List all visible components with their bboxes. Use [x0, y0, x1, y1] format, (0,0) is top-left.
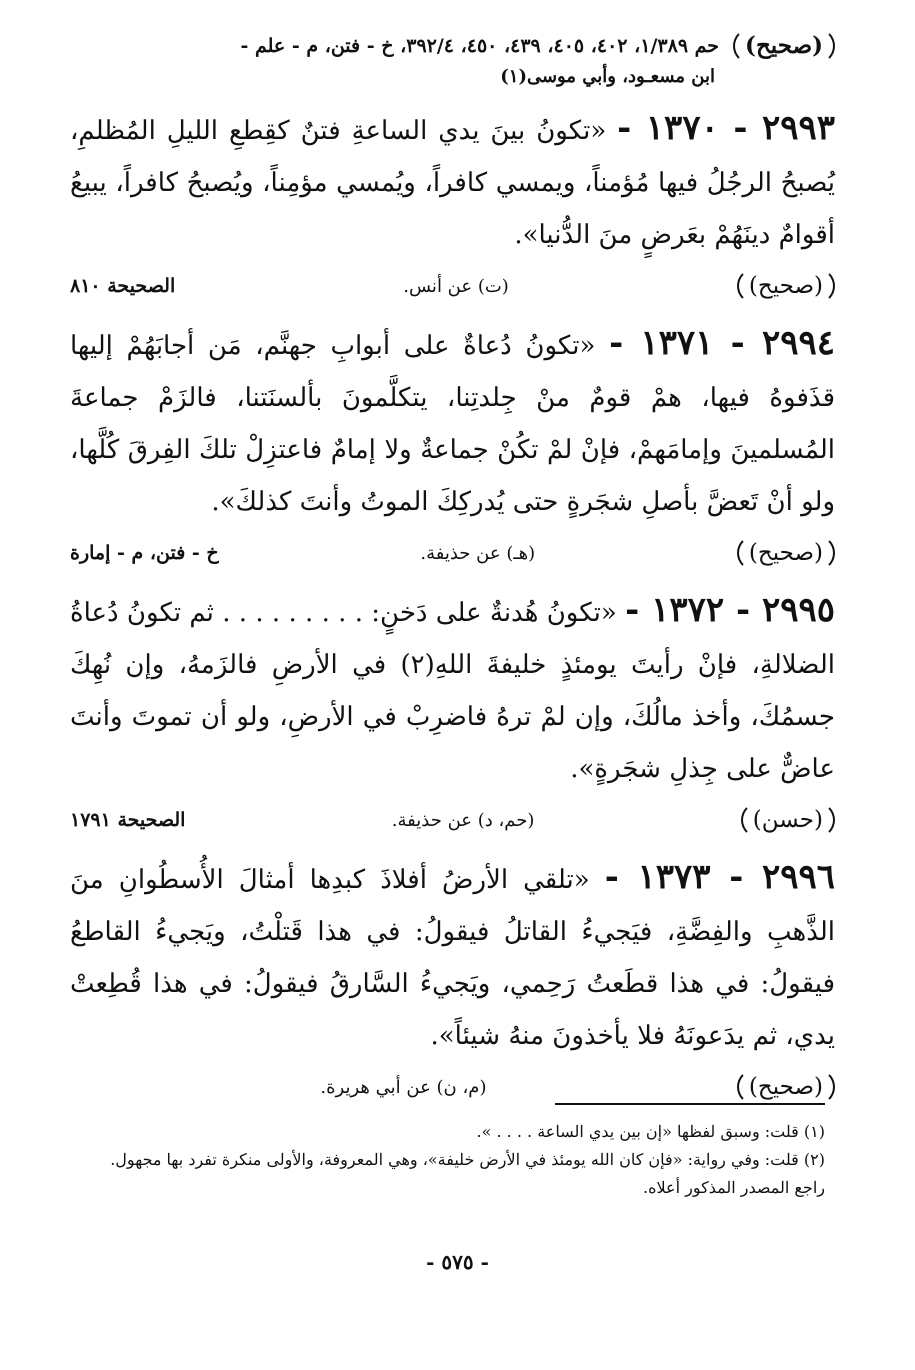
- narrator-attribution: (ت) عن أنس.: [403, 275, 509, 297]
- header-source-row: [70, 28, 835, 64]
- narrator-attribution: (حم، د) عن حذيفة.: [391, 809, 535, 831]
- grade-badge: ( صحيح ): [733, 28, 835, 64]
- hadith-text: «تكونُ هُدنةٌ على دَخنٍ: . . . . . . . . . ثم تكونُ دُعاةُ الضلالةِ، فإنْ رأيتَ يومئذٍ خليفةَ اللهِ(٢) في الأرضِ فالزَمهُ، وإن نُهِكَ جسمُكَ، وأخذ مالُكَ، وإن لمْ ترهُ فاضرِبْ في الأرضِ، ولو أن تموتَ وأنتَ عاضٌّ على جِذلِ شجَرةٍ».: [70, 598, 835, 784]
- hadith-number: ٢٩٩٤ - ١٣٧١ -: [609, 323, 836, 363]
- footnote: (١) قلت: وسبق لفظها «إن بين يدي الساعة . . . . ».: [476, 1122, 825, 1141]
- reference: خ - فتن، م - إمارة: [70, 542, 219, 564]
- hadith-entry: [70, 584, 835, 795]
- hadith-entry: [70, 851, 835, 1062]
- hadith-text: «تكونُ دُعاةٌ على أبوابِ جهنَّم، مَن أجابَهُمْ إليها قذَفوهُ فيها، همْ قومٌ منْ جِلدتِنا، يتكلَّمونَ بألسنَتنا، فالزَمْ جماعةَ المُسلمينَ وإمامَهمْ، فإنْ لمْ تكُنْ جماعةٌ ولا إمامٌ فاعتزِلْ تلكَ الفِرقَ كُلَّها، ولو أنْ تَعضَّ بأصلِ شجَرةٍ حتى يُدركِكَ الموتُ وأنتَ كذلكَ».: [70, 331, 835, 517]
- grade-badge: ( حسن ): [741, 802, 835, 838]
- hadith-entry: [70, 317, 835, 528]
- reference: الصحيحة ٨١٠: [70, 275, 176, 297]
- hadith-entry: [70, 102, 835, 261]
- hadith-text: «تكونُ بينَ يدي الساعةِ فتنٌ كقِطعِ الليلِ المُظلمِ، يُصبحُ الرجُلُ فيها مُؤمناً، ويمسي كافراً، ويُمسي مؤمِناً، ويُصبحُ كافراً، يبيعُ أقوامٌ دينَهُمْ بعَرضٍ منَ الدُّنيا».: [70, 116, 835, 250]
- hadith-number: ٢٩٩٦ - ١٣٧٣ -: [604, 857, 835, 897]
- narrator-attribution: (هـ) عن حذيفة.: [420, 542, 536, 564]
- hadith-text: «تلقي الأرضُ أفلاذَ كبدِها أمثالَ الأُسطُوانِ منَ الذَّهبِ والفِضَّةِ، فيَجيءُ القاتلُ فيقولُ: في هذا قَتلْتُ، ويَجيءُ القاطعُ فيقولُ: في هذا قطَعتُ رَحِمي، ويَجيءُ السَّارقُ فيقولُ: في هذا قُطِعتْ يدي، ثم يدَعونَهُ فلا يأخذونَ منهُ شيئاً».: [70, 865, 835, 1051]
- header-sources: حم ١/٣٨٩، ٤٠٢، ٤٠٥، ٤٣٩، ٤٥٠، ٣٩٢/٤، خ - فتن، م - علم -: [240, 35, 720, 57]
- page-number: - ٥٧٥ -: [426, 1250, 489, 1274]
- hadith-number: ٢٩٩٥ - ١٣٧٢ -: [625, 590, 836, 630]
- footnote-divider: [555, 1103, 825, 1105]
- footnote: (٢) قلت: وفي رواية: «فإن كان الله يومئذ في الأرض خليفة»، وهي المعروفة، والأولى منكرة تفرد بها مجهول. راجع المصدر المذكور أعلاه.: [110, 1150, 825, 1197]
- hadith-source-row: [70, 267, 835, 305]
- grade-badge: ( صحيح ): [737, 268, 835, 304]
- narrator-attribution: (م، ن) عن أبي هريرة.: [320, 1076, 487, 1098]
- hadith-number: ٢٩٩٣ - ١٣٧٠ -: [617, 108, 836, 148]
- hadith-source-row: [70, 1068, 835, 1106]
- header-sources-continued: ابن مسعـود، وأبي موسى(١): [500, 66, 715, 87]
- grade-badge: ( صحيح ): [737, 535, 835, 571]
- hadith-source-row: [70, 534, 835, 572]
- reference: الصحيحة ١٧٩١: [70, 809, 186, 831]
- hadith-source-row: [70, 801, 835, 839]
- footnotes: [80, 1118, 825, 1202]
- grade-badge: ( صحيح ): [737, 1069, 835, 1105]
